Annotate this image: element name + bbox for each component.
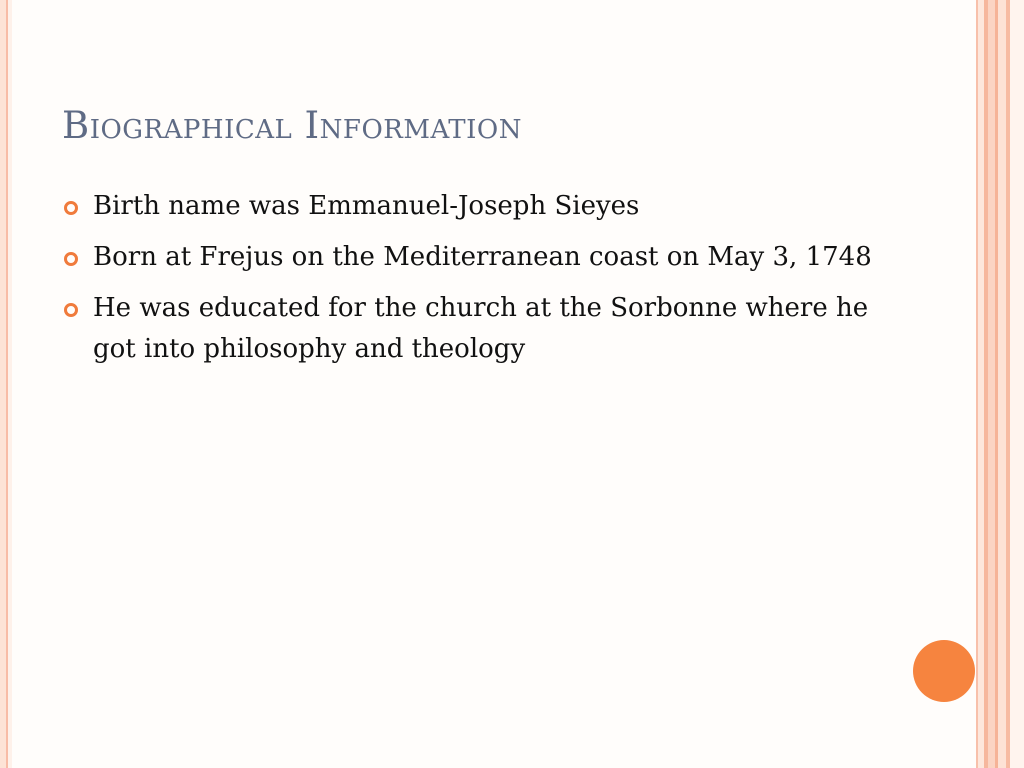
right-border-stripe [988, 0, 995, 768]
bullet-item [62, 288, 882, 370]
bullet-ring-icon [64, 201, 78, 215]
bullet-list [62, 186, 882, 380]
right-border-stripe [998, 0, 1006, 768]
left-border-stripe [8, 0, 12, 768]
bullet-item [62, 237, 882, 278]
bullet-ring-icon [64, 303, 78, 317]
slide-title: Biographical Information [62, 104, 522, 147]
right-border-stripe [1010, 0, 1024, 768]
bullet-ring-icon [64, 252, 78, 266]
bullet-text: He was educated for the church at the Sorbonne where he got into philosophy and theology [93, 293, 869, 364]
bullet-text: Birth name was Emmanuel-Joseph Sieyes [93, 191, 640, 221]
bullet-text: Born at Frejus on the Mediterranean coast on May 3, 1748 [93, 242, 872, 272]
accent-circle [913, 640, 975, 702]
bullet-item [62, 186, 882, 227]
